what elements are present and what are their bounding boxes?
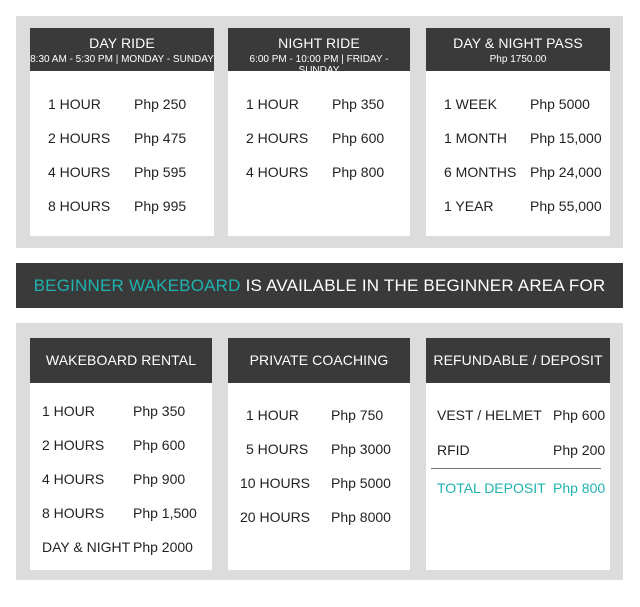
- list-item-price: Php 200: [553, 442, 606, 458]
- day-ride-subtitle: 8:30 AM - 5:30 PM | MONDAY - SUNDAY: [30, 54, 214, 65]
- list-item-price: Php 24,000: [530, 164, 602, 180]
- day-ride-title: DAY RIDE: [89, 35, 155, 51]
- list-item-label: 2 HOURS: [42, 437, 105, 453]
- night-ride-subtitle: 6:00 PM - 10:00 PM | FRIDAY - SUNDAY: [249, 54, 389, 76]
- list-item-price: Php 250: [134, 96, 187, 112]
- list-item-price: Php 5000: [331, 475, 391, 491]
- list-item-price: Php 600: [133, 437, 186, 453]
- list-item-label: 4 HOURS: [42, 471, 105, 487]
- list-item-price: Php 2000: [133, 539, 193, 555]
- list-item-price: Php 595: [134, 164, 187, 180]
- day-night-pass-title: DAY & NIGHT PASS: [453, 35, 583, 51]
- list-item-price: Php 600: [553, 407, 606, 423]
- list-item-label: DAY & NIGHT: [42, 539, 131, 555]
- total-deposit-price: Php 800: [553, 480, 606, 496]
- list-item-price: Php 750: [331, 407, 384, 423]
- list-item-label: VEST / HELMET: [437, 407, 542, 423]
- list-item-label: 1 MONTH: [444, 130, 507, 146]
- list-item-price: Php 350: [133, 403, 186, 419]
- private-coaching-title: PRIVATE COACHING SESSION: [249, 352, 389, 413]
- list-item-label: 10 HOURS: [240, 475, 311, 491]
- top-panel: [16, 16, 623, 248]
- list-item-label: 1 WEEK: [444, 96, 497, 112]
- day-night-pass-card: [426, 28, 610, 236]
- list-item-label: 1 HOUR: [246, 96, 299, 112]
- banner-highlight: BEGINNER WAKEBOARD: [33, 276, 241, 295]
- total-divider: [431, 468, 601, 469]
- refundable-deposit-card: [426, 338, 610, 570]
- list-item-label: 8 HOURS: [42, 505, 105, 521]
- list-item-price: Php 475: [134, 130, 187, 146]
- list-item-price: Php 3000: [331, 441, 391, 457]
- total-deposit-label: TOTAL DEPOSIT: [437, 480, 546, 496]
- list-item-label: 8 HOURS: [48, 198, 111, 214]
- list-item-price: Php 1,500: [133, 505, 197, 521]
- list-item-label: 20 HOURS: [240, 509, 311, 525]
- night-ride-card: [228, 28, 410, 236]
- private-coaching-card: [228, 338, 410, 570]
- list-item-label: 1 HOUR: [246, 407, 299, 423]
- list-item-label: 1 HOUR: [42, 403, 95, 419]
- list-item-price: Php 800: [332, 164, 385, 180]
- list-item-label: 1 YEAR: [444, 198, 494, 214]
- list-item-label: 6 MONTHS: [444, 164, 517, 180]
- wakeboard-rental-title: WAKEBOARD RENTAL: [45, 352, 197, 368]
- list-item-label: 5 HOURS: [246, 441, 309, 457]
- list-item-label: RFID: [437, 442, 470, 458]
- list-item-price: Php 350: [332, 96, 385, 112]
- day-night-pass-header: [426, 28, 610, 71]
- list-item-label: 2 HOURS: [48, 130, 111, 146]
- list-item-label: 1 HOUR: [48, 96, 101, 112]
- list-item-price: Php 600: [332, 130, 385, 146]
- day-night-pass-price: Php 1750.00: [489, 54, 547, 65]
- list-item-price: Php 55,000: [530, 198, 602, 214]
- list-item-price: Php 5000: [530, 96, 590, 112]
- list-item-price: Php 900: [133, 471, 186, 487]
- bottom-panel: [16, 323, 623, 580]
- wakeboard-rental-header: [30, 338, 212, 383]
- day-ride-card: [30, 28, 214, 236]
- list-item-price: Php 8000: [331, 509, 391, 525]
- night-ride-header: [228, 28, 410, 76]
- list-item-label: 4 HOURS: [48, 164, 111, 180]
- banner-text: IS AVAILABLE IN THE BEGINNER AREA FOR: [240, 276, 606, 295]
- night-ride-title: NIGHT RIDE: [278, 35, 360, 51]
- beginner-banner: [16, 263, 623, 308]
- refundable-deposit-header: [426, 338, 610, 383]
- private-coaching-header: [228, 338, 410, 413]
- list-item-label: 2 HOURS: [246, 130, 309, 146]
- list-item-price: Php 15,000: [530, 130, 602, 146]
- day-ride-header: [30, 28, 214, 71]
- refundable-deposit-title: REFUNDABLE / DEPOSIT: [433, 352, 603, 368]
- list-item-price: Php 995: [134, 198, 187, 214]
- wakeboard-rental-card: [30, 338, 212, 570]
- list-item-label: 4 HOURS: [246, 164, 309, 180]
